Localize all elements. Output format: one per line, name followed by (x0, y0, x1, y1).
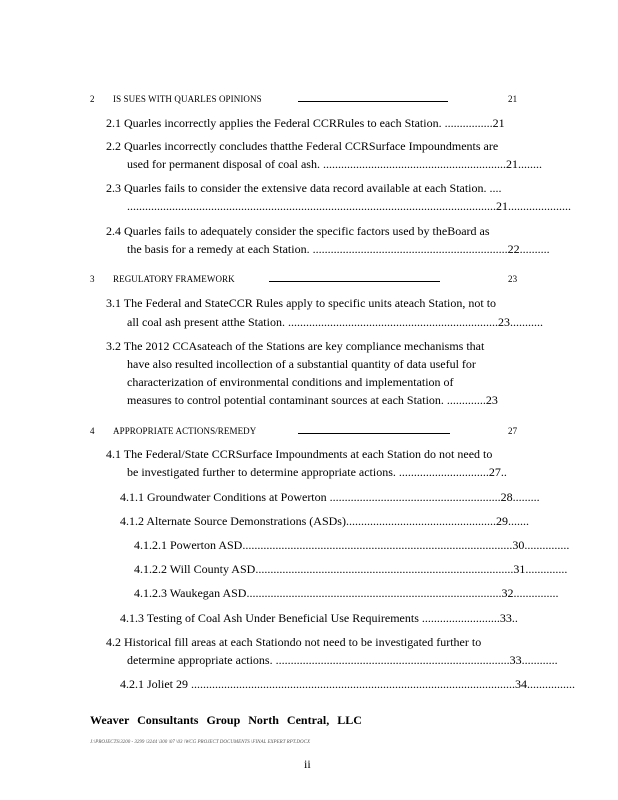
toc-entry-2-4-line1: 2.4 Quarles fails to adequately consider the specific factors used by theBoard as (106, 224, 490, 238)
toc-section-4-number: 4 (90, 426, 95, 436)
toc-entry-4-1-2-1: 4.1.2.1 Powerton ASD..........................................................................................30............... (134, 538, 570, 552)
toc-section-2-number: 2 (90, 94, 95, 104)
toc-entry-3-2-line3: characterization of environmental conditions and implementation of (127, 375, 454, 389)
footer-firm-name: Weaver Consultants Group North Central, LLC (90, 713, 362, 727)
toc-section-3-number: 3 (90, 274, 95, 284)
toc-entry-3-2-line1: 3.2 The 2012 CCAsateach of the Stations are key compliance mechanisms that (106, 339, 485, 353)
toc-section-4-title: APPROPRIATE ACTIONS/REMEDY (113, 426, 257, 436)
toc-section-3-title: REGULATORY FRAMEWORK (113, 274, 235, 284)
toc-section-2-page: 21 (508, 94, 518, 104)
toc-entry-4-2-line1: 4.2 Historical fill areas at each Stationdo not need to be investigated further to (106, 635, 482, 649)
toc-entry-4-1-2: 4.1.2 Alternate Source Demonstrations (ASDs)..................................................29....... (120, 514, 529, 528)
toc-section-4-leader (298, 433, 450, 434)
toc-entry-2-2-line1: 2.2 Quarles incorrectly concludes thatthe Federal CCRSurface Impoundments are (106, 139, 499, 153)
toc-section-2-title: IS SUES WITH QUARLES OPINIONS (113, 94, 262, 104)
page-number: ii (304, 757, 311, 771)
toc-entry-3-2-line2: have also resulted incollection of a substantial quantity of data useful for (127, 357, 476, 371)
toc-entry-4-1-1: 4.1.1 Groundwater Conditions at Powerton .........................................................28......... (120, 490, 540, 504)
toc-section-2-leader (298, 101, 448, 102)
toc-entry-3-1-line2: all coal ash present atthe Station. ......................................................................23........... (127, 315, 543, 329)
toc-section-4-page: 27 (508, 426, 518, 436)
toc-entry-2-3-line2: ...........................................................................................................................21..................... (127, 199, 571, 213)
toc-entry-3-2-line4: measures to control potential contaminant sources at each Station. .............23 (127, 393, 498, 407)
toc-section-3-page: 23 (508, 274, 518, 284)
toc-entry-4-1-line2: be investigated further to determine appropriate actions. ..............................27.. (127, 465, 507, 479)
toc-entry-2-2-line2: used for permanent disposal of coal ash. .............................................................21........ (127, 157, 542, 171)
toc-entry-4-1-2-2: 4.1.2.2 Will County ASD......................................................................................31.............. (134, 562, 568, 576)
toc-entry-2-3-line1: 2.3 Quarles fails to consider the extensive data record available at each Station. .... (106, 181, 502, 195)
toc-entry-3-1-line1: 3.1 The Federal and StateCCR Rules apply to specific units ateach Station, not to (106, 296, 497, 310)
footer-file-path: J:\PROJECTS\3200 - 3299 \3244 \300 \07 \03 \WCG PROJECT DOCUMENTS \FINAL EXPERT RPT.DOCX (90, 740, 311, 745)
toc-entry-4-1-2-3: 4.1.2.3 Waukegan ASD.....................................................................................32............... (134, 586, 559, 600)
toc-entry-4-2-1: 4.2.1 Joliet 29 ............................................................................................................34................ (120, 677, 575, 691)
toc-section-3-leader (269, 281, 440, 282)
toc-entry-4-1-3: 4.1.3 Testing of Coal Ash Under Beneficial Use Requirements ..........................33.. (120, 611, 518, 625)
toc-entry-2-4-line2: the basis for a remedy at each Station. .................................................................22.......... (127, 242, 550, 256)
toc-entry-4-2-line2: determine appropriate actions. ..............................................................................33............ (127, 653, 558, 667)
toc-entry-2-1: 2.1 Quarles incorrectly applies the Federal CCRRules to each Station. ................21 (106, 116, 505, 130)
toc-entry-4-1-line1: 4.1 The Federal/State CCRSurface Impoundments at each Station do not need to (106, 447, 493, 461)
